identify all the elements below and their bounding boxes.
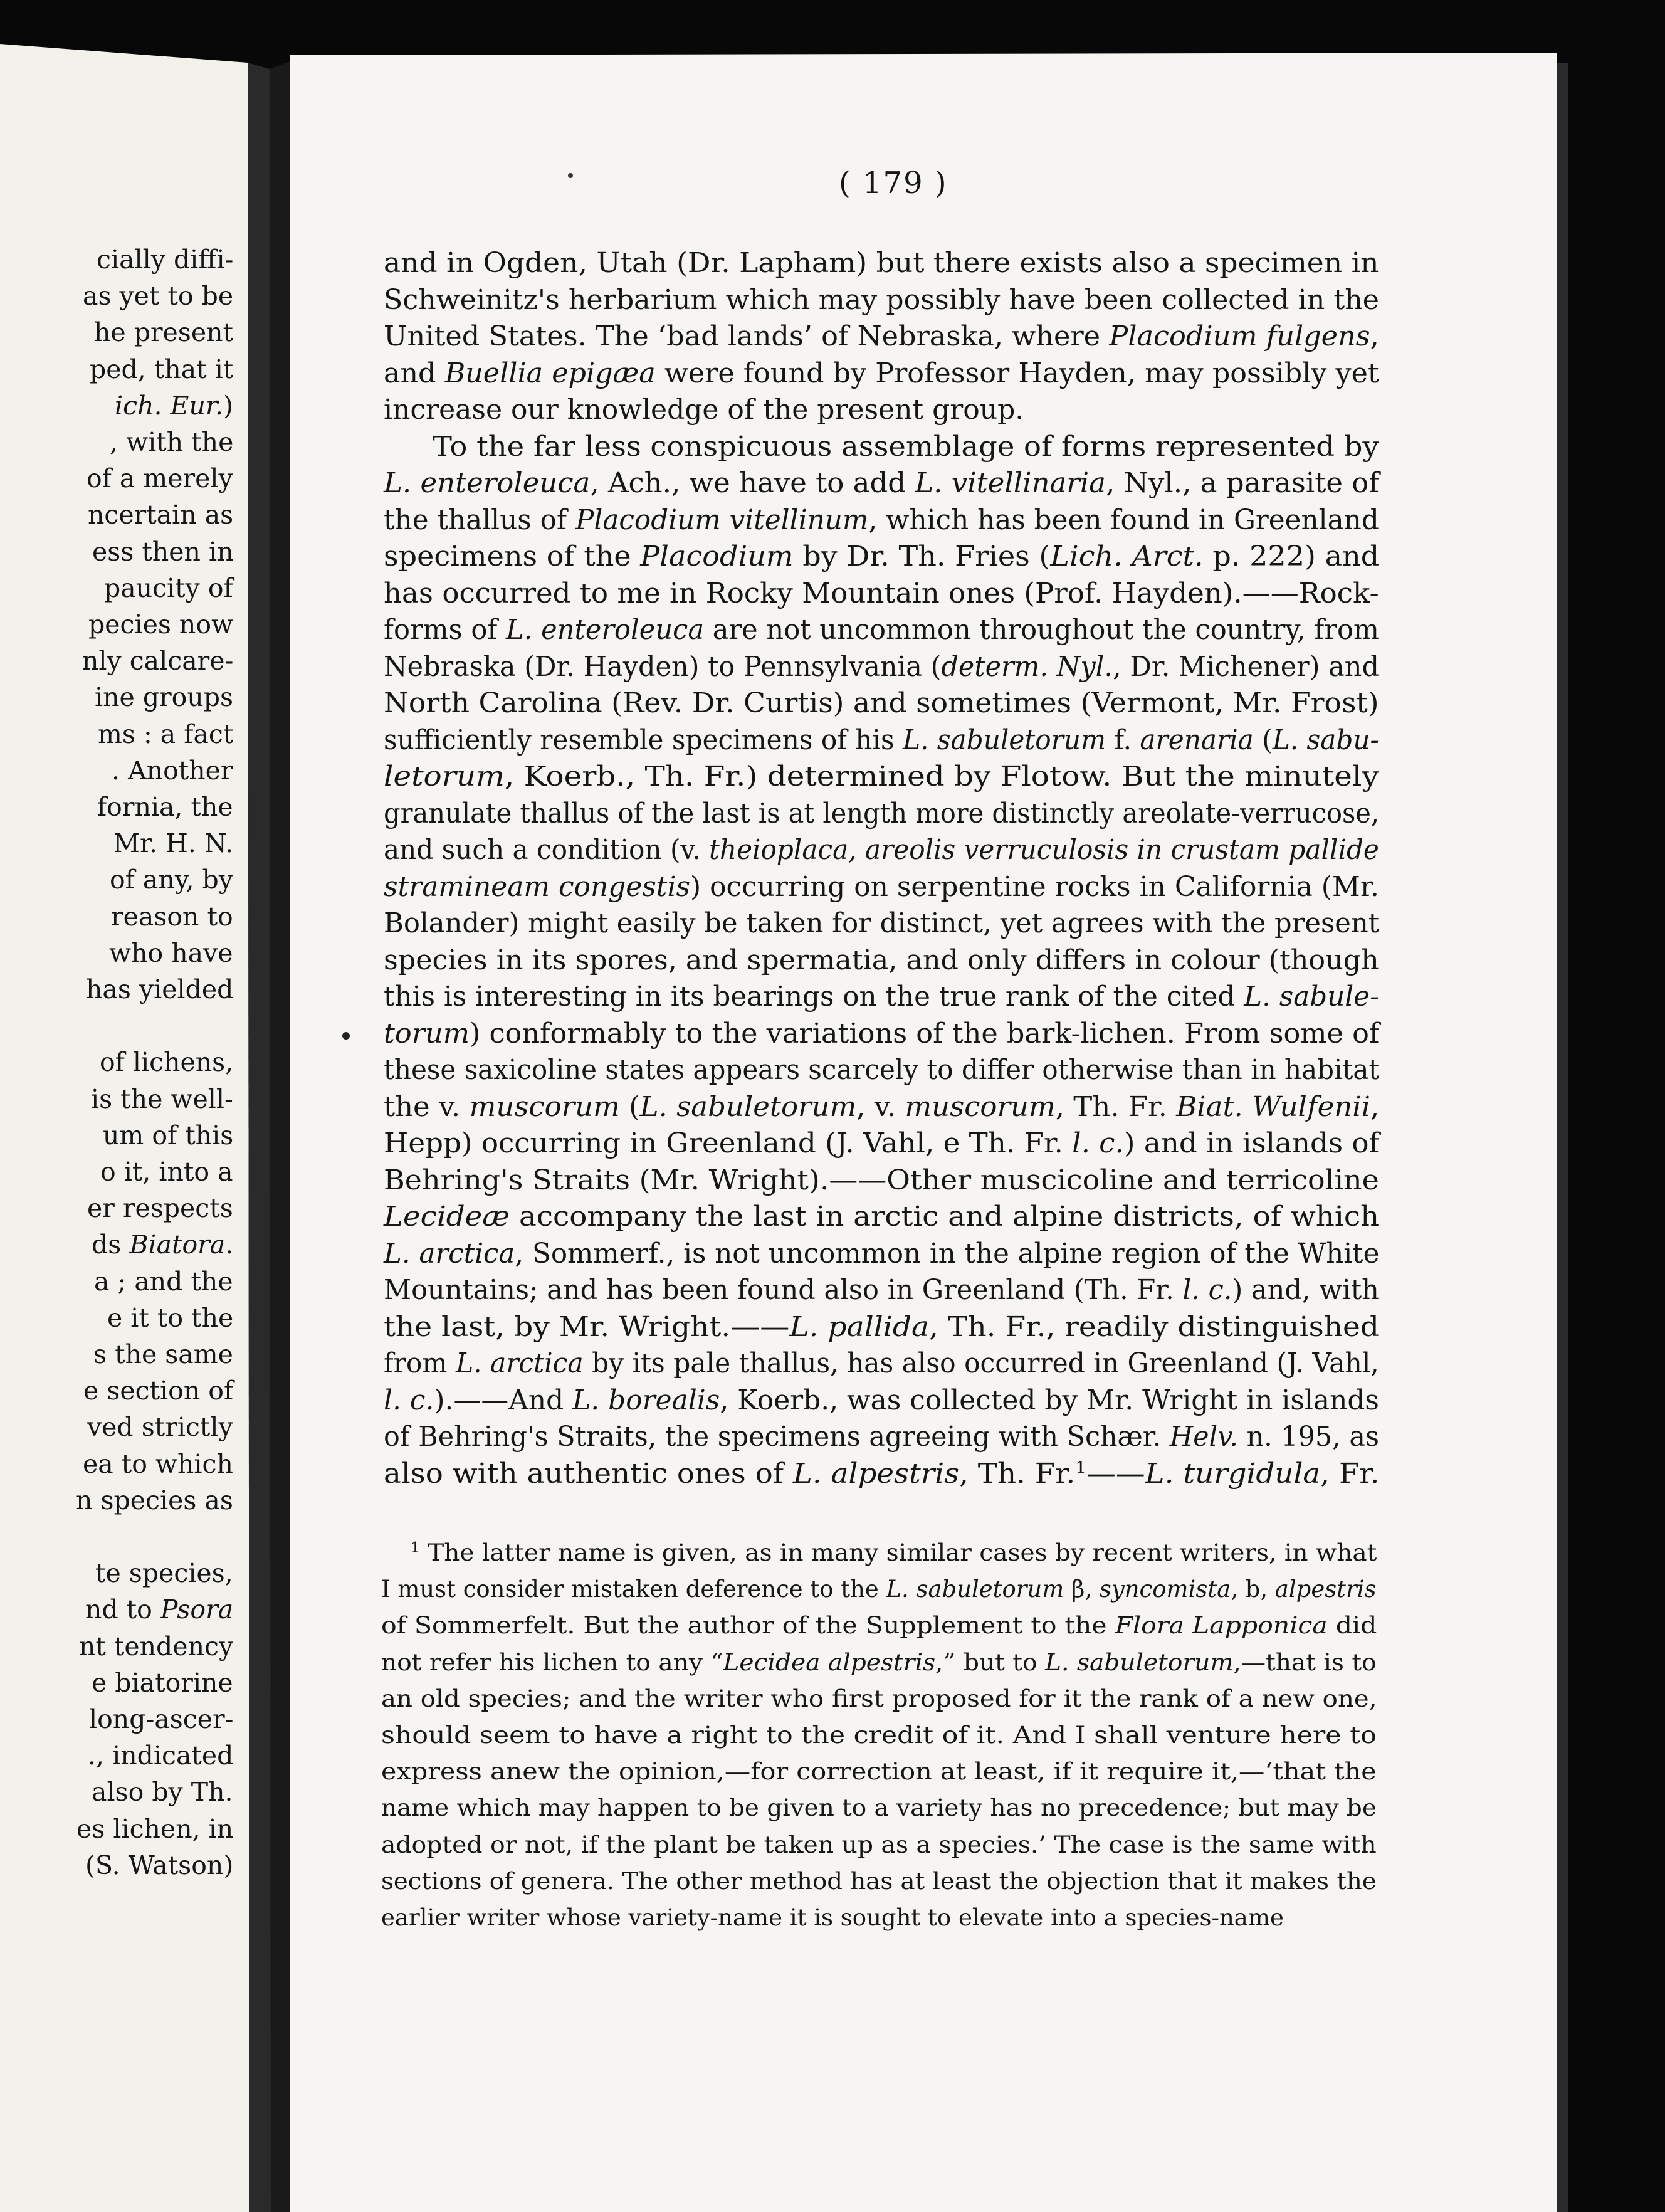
left-page-line: es lichen, in <box>76 1813 234 1844</box>
text-line: l. c.).——And L. borealis, Koerb., was collected by Mr. Wright in islands <box>384 1384 1379 1416</box>
left-page-line: . Another <box>112 755 233 786</box>
left-page-line: he present <box>94 317 233 348</box>
left-page-line: has yielded <box>86 974 234 1004</box>
left-page-line: e section of <box>83 1376 234 1406</box>
text-line: the last, by Mr. Wright.——L. pallida, Th. Fr., readily distinguished <box>384 1310 1380 1343</box>
left-page-line: pecies now <box>88 609 234 640</box>
left-page-line: nt tendency <box>79 1631 234 1662</box>
left-page-line: e it to the <box>107 1302 234 1333</box>
left-page-line: cially diffi- <box>97 245 234 275</box>
footnote-line: sections of genera. The other method has at least the objection that it makes the <box>381 1867 1377 1895</box>
text-line: of Behring's Straits, the specimens agreeing with Schær. Helv. n. 195, as <box>384 1421 1379 1453</box>
text-line: L. enteroleuca, Ach., we have to add L. vitellinaria, Nyl., a parasite of <box>384 467 1379 499</box>
text-line: Hepp) occurring in Greenland (J. Vahl, e Th. Fr. l. c.) and in islands of <box>384 1127 1380 1159</box>
left-page-line: ncertain as <box>88 500 234 530</box>
footnote-line: earlier writer whose variety-name it is sought to elevate into a species-name <box>381 1904 1284 1931</box>
left-page-line: nly calcare- <box>82 646 234 677</box>
text-line: stramineam congestis) occurring on serpentine rocks in California (Mr. <box>384 870 1379 903</box>
text-line: from L. arctica by its pale thallus, has also occurred in Greenland (J. Vahl, <box>384 1347 1379 1379</box>
left-page-line: of lichens, <box>100 1047 234 1078</box>
left-page-line: ., indicated <box>88 1741 234 1771</box>
left-page-line: also by Th. <box>92 1777 233 1808</box>
footnote-line: $^1$ The latter name is given, as in many similar cases by recent writers, in what <box>411 1539 1377 1566</box>
left-page-line: er respects <box>87 1193 233 1224</box>
text-line: these saxicoline states appears scarcely to differ otherwise than in habitat <box>384 1054 1380 1086</box>
left-page-line: (S. Watson) <box>85 1850 234 1880</box>
text-line: Nebraska (Dr. Hayden) to Pennsylvania (determ. Nyl., Dr. Michener) and <box>384 650 1380 683</box>
text-line: and such a condition (v. theioplaca, areolis verruculosis in crustam pallide <box>384 834 1379 866</box>
left-page-line: of any, by <box>110 865 233 895</box>
footnote-line: of Sommerfelt. But the author of the Supplement to the Flora Lapponica did <box>381 1612 1377 1640</box>
left-page-line: ine groups <box>95 682 234 713</box>
left-page-line: paucity of <box>104 572 233 603</box>
left-page-line: ms : a fact <box>98 719 234 749</box>
text-line: United States. The ‘bad lands’ of Nebraska, where Placodium fulgens, <box>384 320 1379 352</box>
footnote-line: not refer his lichen to any “Lecidea alpestris,” but to L. sabuletorum,—that is to <box>381 1648 1377 1676</box>
text-line: sufficiently resemble specimens of his L. sabuletorum f. arenaria (L. sabu- <box>384 724 1379 756</box>
text-line: species in its spores, and spermatia, and only differs in colour (though <box>384 944 1379 976</box>
left-page-line: long-ascer- <box>89 1704 234 1734</box>
footnote-line: name which may happen to be given to a variety has no precedence; but may be <box>381 1794 1377 1822</box>
text-line: granulate thallus of the last is at length more distinctly areolate-verrucose, <box>384 797 1380 830</box>
left-page-line: ess then in <box>92 536 234 567</box>
text-line: and Buellia epigæa were found by Professor Hayden, may possibly yet <box>384 357 1379 389</box>
left-page-line: s the same <box>93 1339 233 1369</box>
text-line: this is interesting in its bearings on the true rank of the cited L. sabule- <box>384 981 1379 1013</box>
footnote-line: should seem to have a right to the credit of it. And I shall venture here to <box>381 1722 1377 1749</box>
footnote-line: an old species; and the writer who first proposed for it the rank of a new one, <box>381 1685 1377 1712</box>
left-page-line: ds Biatora. <box>92 1230 234 1260</box>
text-line: torum) conformably to the variations of the bark-lichen. From some of <box>384 1017 1380 1050</box>
text-line: letorum, Koerb., Th. Fr.) determined by Flotow. But the minutely <box>384 761 1379 793</box>
left-page-line: who have <box>109 937 233 968</box>
left-page-line: reason to <box>111 901 233 932</box>
left-page-line: fornia, the <box>97 792 233 822</box>
footnote-line: adopted or not, if the plant be taken up as a species.’ The case is the same with <box>381 1831 1377 1858</box>
text-line: increase our knowledge of the present group. <box>384 394 1024 426</box>
text-line: Behring's Straits (Mr. Wright).——Other muscicoline and terricoline <box>384 1164 1379 1196</box>
footnote-line: I must consider mistaken deference to the L. sabuletorum β, syncomista, b, alpestris <box>381 1576 1377 1603</box>
text-line: the v. muscorum (L. sabuletorum, v. muscorum, Th. Fr. Biat. Wulfenii, <box>384 1090 1380 1123</box>
left-page-line: e biatorine <box>92 1667 233 1698</box>
left-page-line: is the well- <box>91 1083 233 1114</box>
text-line: and in Ogden, Utah (Dr. Lapham) but there exists also a specimen in <box>384 247 1379 279</box>
left-page-line: um of this <box>103 1120 234 1151</box>
left-page-line: n species as <box>76 1485 233 1515</box>
page-number: ( 179 ) <box>839 166 948 201</box>
left-page-line: nd to Psora <box>85 1594 234 1625</box>
text-line: specimens of the Placodium by Dr. Th. Fries (Lich. Arct. p. 222) and <box>384 540 1380 572</box>
left-page-line: a ; and the <box>94 1266 233 1297</box>
left-page-line: of a merely <box>87 463 233 494</box>
text-line: North Carolina (Rev. Dr. Curtis) and sometimes (Vermont, Mr. Frost) <box>384 687 1379 719</box>
text-line: also with authentic ones of L. alpestris, Th. Fr.$^1$——L. turgidula, Fr. <box>384 1457 1380 1490</box>
text-line: Bolander) might easily be taken for distinct, yet agrees with the present <box>384 907 1380 939</box>
left-page-line: ich. Eur.) <box>115 390 234 421</box>
left-page-line: as yet to be <box>83 281 234 312</box>
left-page-line: , with the <box>110 427 234 457</box>
text-line: Lecideæ accompany the last in arctic and alpine districts, of which <box>384 1201 1380 1233</box>
text-line: Mountains; and has been found also in Greenland (Th. Fr. l. c.) and, with <box>384 1274 1379 1306</box>
left-page-line: ea to which <box>83 1448 233 1479</box>
footnote-line: express anew the opinion,—for correction at least, if it require it,—‘that the <box>381 1758 1377 1786</box>
left-page-line: o it, into a <box>100 1157 233 1187</box>
left-page-line: ped, that it <box>90 354 234 384</box>
text-line: has occurred to me in Rocky Mountain ones (Prof. Hayden).——Rock- <box>384 577 1379 609</box>
text-line: forms of L. enteroleuca are not uncommon throughout the country, from <box>384 614 1379 646</box>
left-page-line: te species, <box>95 1558 233 1589</box>
text-line: L. arctica, Sommerf., is not uncommon in the alpine region of the White <box>384 1237 1380 1270</box>
text-line: Schweinitz's herbarium which may possibly have been collected in the <box>384 283 1379 316</box>
text-line: the thallus of Placodium vitellinum, which has been found in Greenland <box>384 503 1379 536</box>
text-line: To the far less conspicuous assemblage of forms represented by <box>433 430 1379 463</box>
left-page-line: Mr. H. N. <box>113 828 234 859</box>
left-page-line: ved strictly <box>87 1412 233 1443</box>
